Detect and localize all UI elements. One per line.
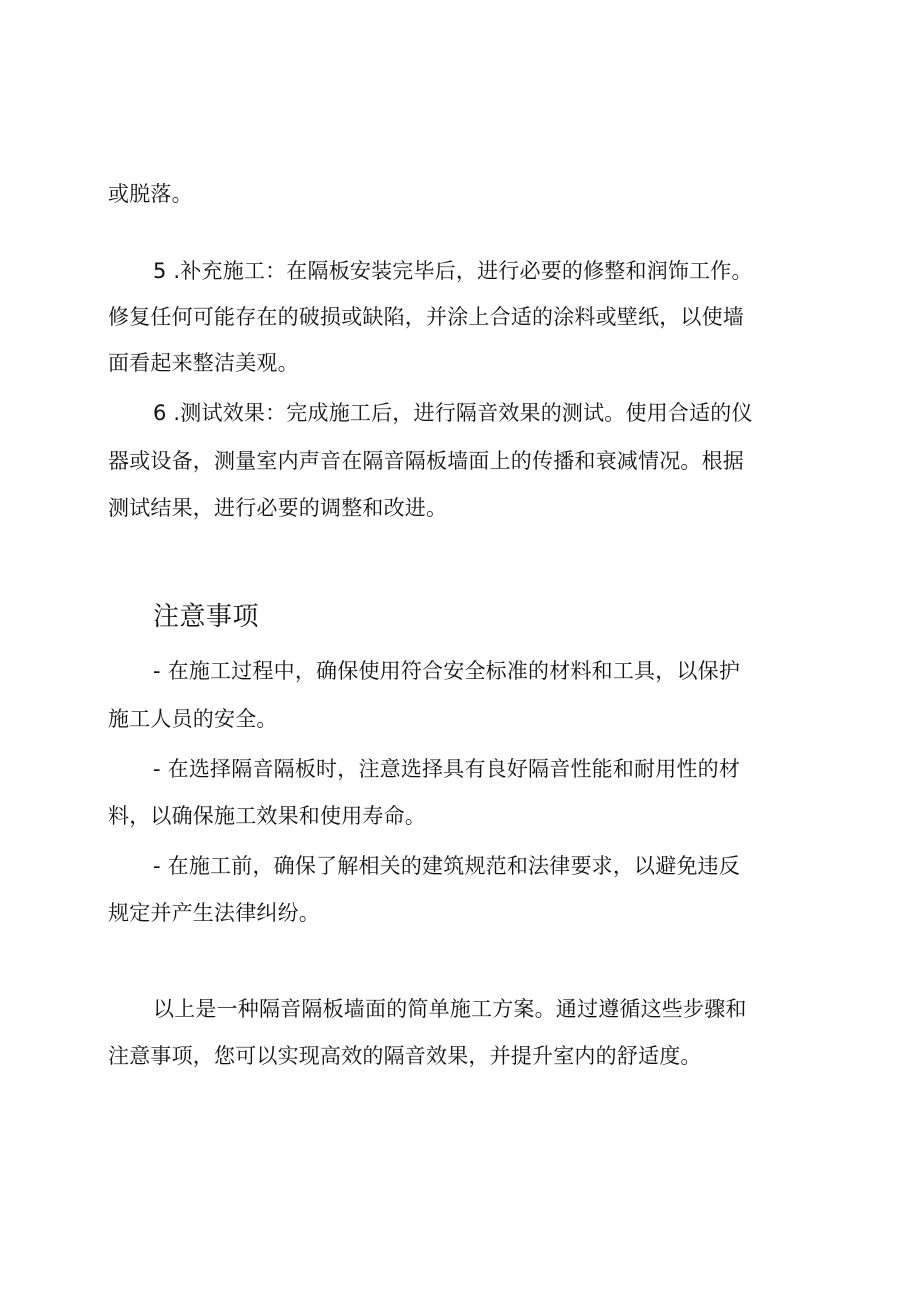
conclusion-line-1: 以上是一种隔音隔板墙面的简单施工方案。通过遵循这些步骤和 (153, 997, 747, 1021)
continuation-line: 或脱落。 (108, 182, 193, 206)
notes-heading: 注意事项 (153, 602, 260, 632)
note-1-line-1: - 在施工过程中，确保使用符合安全标准的材料和工具，以保护 (153, 659, 741, 683)
conclusion-line-2: 注意事项，您可以实现高效的隔音效果，并提升室内的舒适度。 (108, 1044, 702, 1068)
note-2-line-2: 料，以确保施工效果和使用寿命。 (108, 804, 426, 828)
note-2-line-1: - 在选择隔音隔板时，注意选择具有良好隔音性能和耐用性的材 (153, 757, 741, 781)
step-5-line-3: 面看起来整洁美观。 (108, 351, 299, 375)
step-5-line-1: 5 .补充施工：在隔板安装完毕后，进行必要的修整和润饰工作。 (153, 259, 753, 283)
note-3-line-1: - 在施工前，确保了解相关的建筑规范和法律要求，以避免违反 (153, 854, 741, 878)
step-6-line-2: 器或设备，测量室内声音在隔音隔板墙面上的传播和衰减情况。根据 (108, 449, 744, 473)
step-6-line-3: 测试结果，进行必要的调整和改进。 (108, 496, 448, 520)
step-6-line-1: 6 .测试效果：完成施工后，进行隔音效果的测试。使用合适的仪 (153, 401, 753, 425)
step-5-line-2: 修复任何可能存在的破损或缺陷，并涂上合适的涂料或壁纸，以使墙 (108, 305, 744, 329)
note-3-line-2: 规定并产生法律纠纷。 (108, 901, 320, 925)
note-1-line-2: 施工人员的安全。 (108, 707, 278, 731)
